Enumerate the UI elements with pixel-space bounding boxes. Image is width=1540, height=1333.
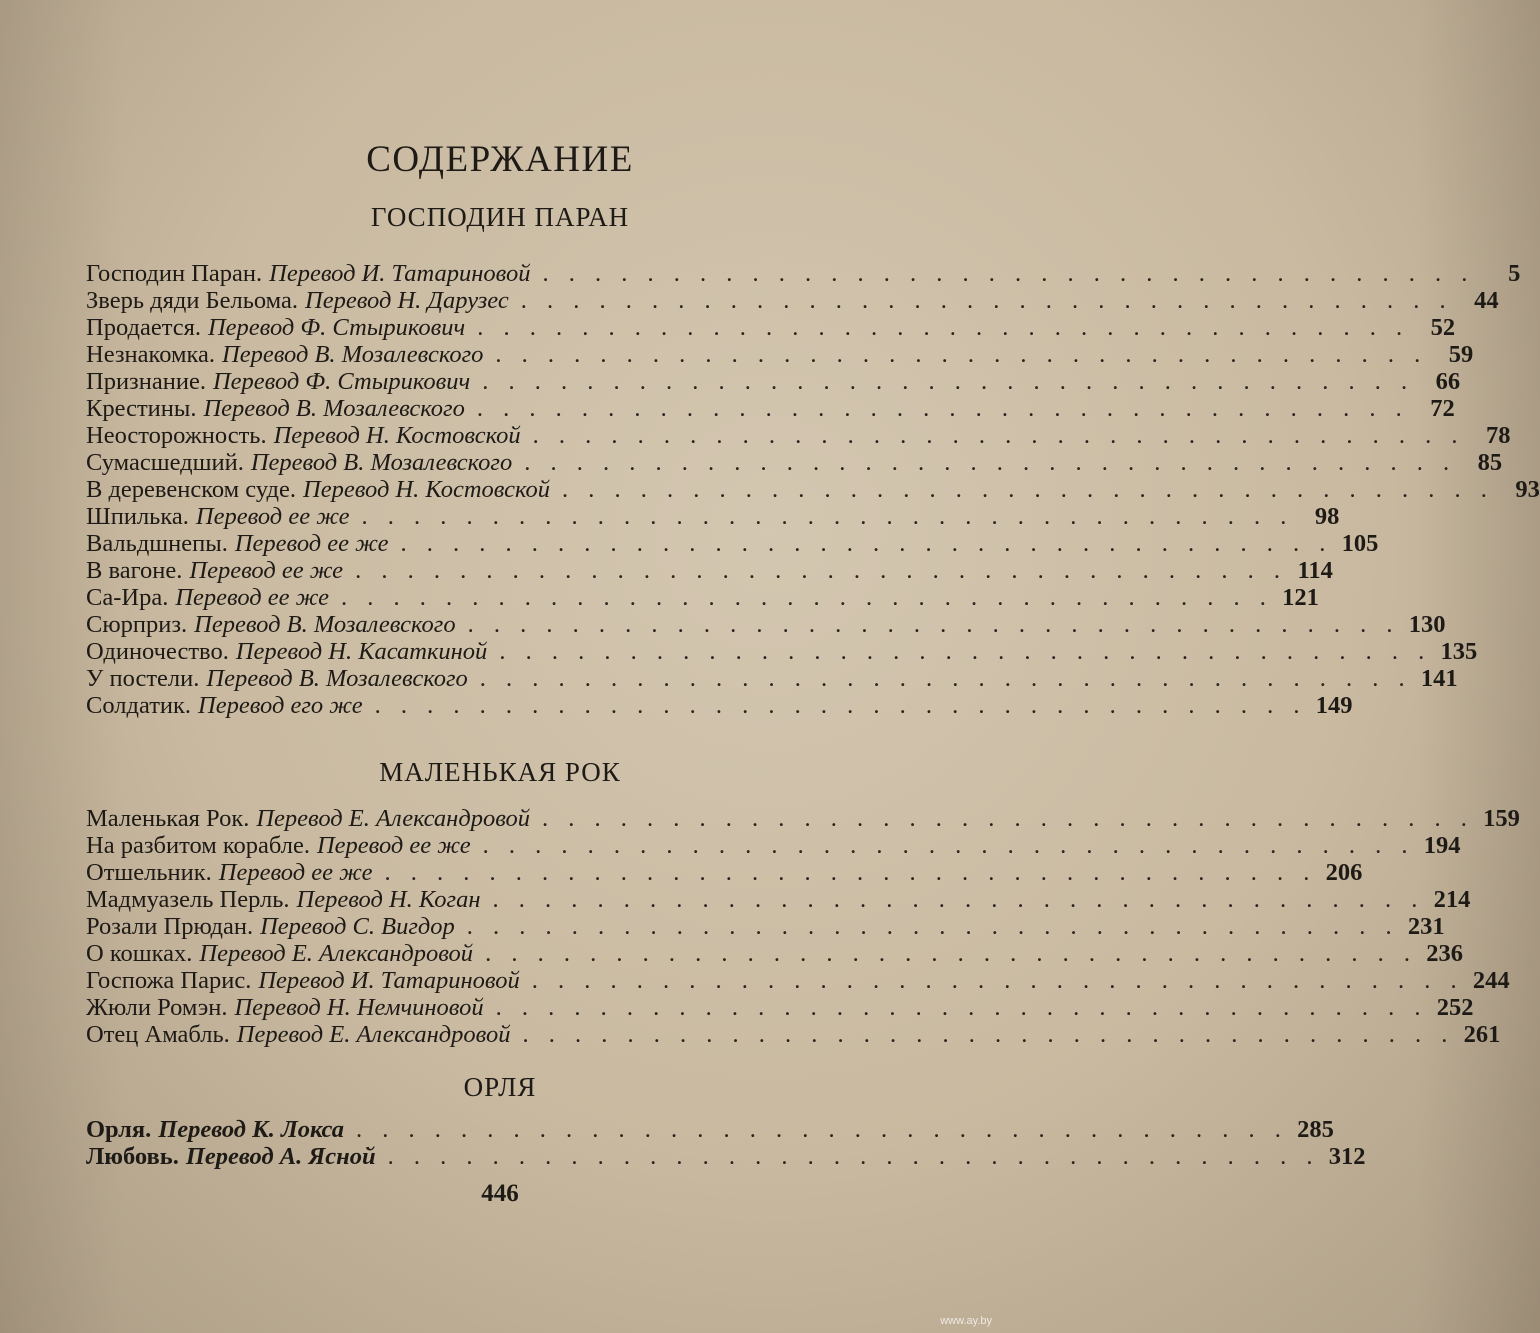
toc-entry	[86, 967, 1510, 994]
entry-page-number: 312	[1328, 1143, 1366, 1170]
dot-leader: . . . . . . . . . . . . . . . . . . . . . . . . . . . . . . . . . . . .	[499, 638, 1432, 665]
entry-page-number: 78	[1486, 422, 1511, 449]
entry-title: У постели.	[86, 665, 200, 692]
entry-page-number: 252	[1436, 994, 1474, 1021]
entry-page-number: 98	[1314, 503, 1340, 530]
entry-page-number: 135	[1440, 638, 1478, 665]
entry-title: О кошках.	[86, 940, 193, 967]
entry-title: В деревенском суде.	[86, 476, 297, 503]
toc-entry	[86, 287, 1499, 314]
dot-leader: . . . . . . . . . . . . . . . . . . . . . . . . . . . . . . . . . . . .	[355, 557, 1287, 584]
entry-title: Отшельник.	[86, 859, 212, 886]
entry-page-number: 93	[1515, 476, 1540, 503]
entry-page-number: 114	[1297, 557, 1333, 584]
entry-page-number: 85	[1477, 449, 1503, 476]
entry-translator: Перевод В. Мозалевского	[222, 341, 484, 368]
toc-entry	[86, 557, 1333, 584]
toc-entry	[86, 1116, 1334, 1143]
entry-translator: Перевод ее же	[195, 503, 350, 530]
entry-translator: Перевод В. Мозалевского	[206, 665, 468, 692]
entry-title: Маленькая Рок.	[86, 805, 250, 832]
entry-title: Госпожа Парис.	[86, 967, 252, 994]
dot-leader: . . . . . . . . . . . . . . . . . . . . . . . . . . . . . . . . . . . .	[479, 665, 1412, 692]
entry-title: Шпилька.	[86, 503, 189, 530]
entry-translator: Перевод ее же	[175, 584, 329, 611]
entry-title: Розали Прюдан.	[86, 913, 254, 940]
entry-page-number: 244	[1472, 967, 1510, 994]
entry-translator: Перевод ее же	[234, 530, 389, 557]
entry-title: Зверь дяди Бельома.	[86, 287, 299, 314]
dot-leader: . . . . . . . . . . . . . . . . . . . . . . . . . . . . . . . . . . . .	[495, 341, 1428, 368]
toc-entry	[86, 584, 1319, 611]
dot-leader: . . . . . . . . . . . . . . . . . . . . . . . . . . . . . . . . . . . .	[492, 886, 1425, 913]
entry-page-number: 52	[1430, 314, 1456, 341]
toc-entry	[86, 1021, 1501, 1048]
entry-page-number: 105	[1341, 530, 1379, 557]
dot-leader: . . . . . . . . . . . . . . . . . . . . . . . . . . . . . . . . . . . .	[482, 368, 1415, 395]
dot-leader: . . . . . . . . . . . . . . . . . . . . . . . . . . . . . . . . . . . .	[532, 422, 1465, 449]
toc-entry	[86, 422, 1511, 449]
entry-translator: Перевод В. Мозалевского	[203, 395, 465, 422]
entry-title: Вальдшнепы.	[86, 530, 228, 557]
section-title: ОРЛЯ	[463, 1072, 537, 1102]
entry-translator: Перевод Н. Немчиновой	[234, 994, 484, 1021]
dot-leader: . . . . . . . . . . . . . . . . . . . . . . . . . . . . . . . . . . . .	[477, 314, 1410, 341]
toc-entry	[86, 395, 1455, 422]
dot-leader: . . . . . . . . . . . . . . . . . . . . . . . . . . . . . . . . . . . .	[542, 805, 1474, 832]
entry-translator: Перевод Ф. Стырикович	[207, 314, 466, 341]
entry-translator: Перевод Н. Костовской	[303, 476, 551, 503]
dot-leader: . . . . . . . . . . . . . . . . . . . . . . . . . . . . . . . . . . . .	[485, 940, 1417, 967]
toc-entry	[86, 449, 1503, 476]
toc-entry	[86, 503, 1340, 530]
toc-entry	[86, 341, 1474, 368]
dot-leader: . . . . . . . . . . . . . . . . . . . . . . . . . . . . . . . . . . . .	[384, 859, 1317, 886]
dot-leader: . . . . . . . . . . . . . . . . . . . . . . . . . . . . . . . . . . . .	[476, 395, 1409, 422]
entry-page-number: 66	[1435, 368, 1461, 395]
toc-entry	[86, 530, 1379, 557]
entry-title: Сюрприз.	[86, 611, 188, 638]
entry-translator: Перевод ее же	[316, 832, 471, 859]
toc-entry	[86, 940, 1463, 967]
entry-title: В вагоне.	[86, 557, 183, 584]
entry-title: Жюли Ромэн.	[86, 994, 228, 1021]
entry-title: Сумасшедший.	[86, 449, 244, 476]
toc-entry	[86, 692, 1353, 719]
entry-title: Са-Ира.	[86, 584, 169, 611]
dot-leader: . . . . . . . . . . . . . . . . . . . . . . . . . . . . . . . . . . . .	[482, 832, 1415, 859]
entry-translator: Перевод Е. Александровой	[199, 940, 474, 967]
entry-translator: Перевод ее же	[189, 557, 344, 584]
toc-entry	[86, 1143, 1366, 1170]
toc-section-gospodin-paran	[86, 260, 1540, 719]
section-title: МАЛЕНЬКАЯ РОК	[379, 757, 621, 787]
entry-title: Мадмуазель Перль.	[86, 886, 290, 913]
watermark: www.ay.by	[940, 1315, 992, 1327]
entry-title: Господин Паран.	[86, 260, 263, 287]
entry-title: Орля.	[86, 1116, 152, 1143]
dot-leader: . . . . . . . . . . . . . . . . . . . . . . . . . . . . . . . . . . . .	[356, 1116, 1288, 1143]
entry-page-number: 231	[1407, 913, 1445, 940]
page-number: 446	[481, 1180, 519, 1207]
toc-section-malenkaya-rok	[86, 805, 1520, 1048]
toc-entry	[86, 805, 1520, 832]
toc-entry	[86, 665, 1458, 692]
toc-section-orlya	[86, 1116, 1366, 1170]
toc-entry	[86, 638, 1478, 665]
entry-page-number: 285	[1297, 1116, 1334, 1143]
dot-leader: . . . . . . . . . . . . . . . . . . . . . . . . . . . . . . . . . . . .	[524, 449, 1457, 476]
entry-translator: Перевод И. Татариновой	[269, 260, 531, 287]
entry-title: Солдатик.	[86, 692, 192, 719]
entry-page-number: 194	[1423, 832, 1461, 859]
entry-title: На разбитом корабле.	[86, 832, 310, 859]
entry-translator: Перевод Н. Коган	[296, 886, 481, 913]
entry-page-number: 236	[1426, 940, 1463, 967]
entry-title: Продается.	[86, 314, 201, 341]
toc-entry	[86, 913, 1445, 940]
toc-entry	[86, 859, 1363, 886]
dot-leader: . . . . . . . . . . . . . . . . . . . . . . . . . . . . . . . . . . . .	[361, 503, 1294, 530]
entry-page-number: 159	[1483, 805, 1520, 832]
toc-entry	[86, 260, 1521, 287]
entry-translator: Перевод Н. Костовской	[273, 422, 521, 449]
entry-title: Любовь.	[86, 1143, 179, 1170]
entry-translator: Перевод Е. Александровой	[236, 1021, 511, 1048]
entry-translator: Перевод В. Мозалевского	[250, 449, 513, 476]
entry-page-number: 72	[1430, 395, 1455, 422]
entry-page-number: 214	[1433, 886, 1471, 913]
dot-leader: . . . . . . . . . . . . . . . . . . . . . . . . . . . . . . . . . . . .	[495, 994, 1428, 1021]
entry-title: Признание.	[86, 368, 206, 395]
dot-leader: . . . . . . . . . . . . . . . . . . . . . . . . . . . . . . . . . . . .	[520, 287, 1453, 314]
toc-entry	[86, 368, 1461, 395]
entry-page-number: 149	[1315, 692, 1353, 719]
dot-leader: . . . . . . . . . . . . . . . . . . . . . . . . . . . . . . . . . . . .	[467, 611, 1400, 638]
dot-leader: . . . . . . . . . . . . . . . . . . . . . . . . . . . . . . . . . . . .	[387, 1143, 1320, 1170]
entry-translator: Перевод К. Локса	[158, 1116, 344, 1143]
toc-entry	[86, 886, 1471, 913]
page-title: СОДЕРЖАНИЕ	[366, 139, 634, 180]
entry-translator: Перевод Ф. Стырикович	[212, 368, 471, 395]
entry-title: Крестины.	[86, 395, 197, 422]
entry-title: Неосторожность.	[86, 422, 267, 449]
entry-translator: Перевод С. Вигдор	[260, 913, 455, 940]
entry-translator: Перевод И. Татариновой	[258, 967, 520, 994]
toc-entry	[86, 611, 1446, 638]
entry-title: Незнакомка.	[86, 341, 216, 368]
toc-entry	[86, 314, 1456, 341]
entry-page-number: 141	[1420, 665, 1458, 692]
dot-leader: . . . . . . . . . . . . . . . . . . . . . . . . . . . . . . . . . . . .	[531, 967, 1464, 994]
entry-page-number: 121	[1282, 584, 1319, 611]
entry-translator: Перевод Н. Касаткиной	[235, 638, 488, 665]
dot-leader: . . . . . . . . . . . . . . . . . . . . . . . . . . . . . . . . . . . .	[562, 476, 1494, 503]
dot-leader: . . . . . . . . . . . . . . . . . . . . . . . . . . . . . . . . . . . .	[400, 530, 1333, 557]
entry-translator: Перевод его же	[198, 692, 363, 719]
entry-page-number: 261	[1463, 1021, 1501, 1048]
entry-page-number: 130	[1408, 611, 1446, 638]
dot-leader: . . . . . . . . . . . . . . . . . . . . . . . . . . . . . . . . . . . .	[466, 913, 1399, 940]
entry-page-number: 44	[1474, 287, 1499, 314]
entry-page-number: 5	[1508, 260, 1521, 287]
entry-page-number: 59	[1448, 341, 1474, 368]
entry-translator: Перевод В. Мозалевского	[194, 611, 456, 638]
entry-translator: Перевод Н. Дарузес	[305, 287, 509, 314]
dot-leader: . . . . . . . . . . . . . . . . . . . . . . . . . . . . . . . . . . . .	[374, 692, 1307, 719]
section-title: ГОСПОДИН ПАРАН	[370, 202, 630, 232]
entry-title: Одиночество.	[86, 638, 229, 665]
toc-entry	[86, 476, 1540, 503]
entry-page-number: 206	[1325, 859, 1363, 886]
toc-entry	[86, 994, 1474, 1021]
entry-translator: Перевод А. Ясной	[185, 1143, 376, 1170]
dot-leader: . . . . . . . . . . . . . . . . . . . . . . . . . . . . . . . . . . . .	[542, 260, 1475, 287]
dot-leader: . . . . . . . . . . . . . . . . . . . . . . . . . . . . . . . . . . . .	[522, 1021, 1455, 1048]
toc-entry	[86, 832, 1461, 859]
entry-translator: Перевод Е. Александровой	[256, 805, 531, 832]
entry-title: Отец Амабль.	[86, 1021, 230, 1048]
entry-translator: Перевод ее же	[218, 859, 373, 886]
dot-leader: . . . . . . . . . . . . . . . . . . . . . . . . . . . . . . . . . . . .	[341, 584, 1273, 611]
